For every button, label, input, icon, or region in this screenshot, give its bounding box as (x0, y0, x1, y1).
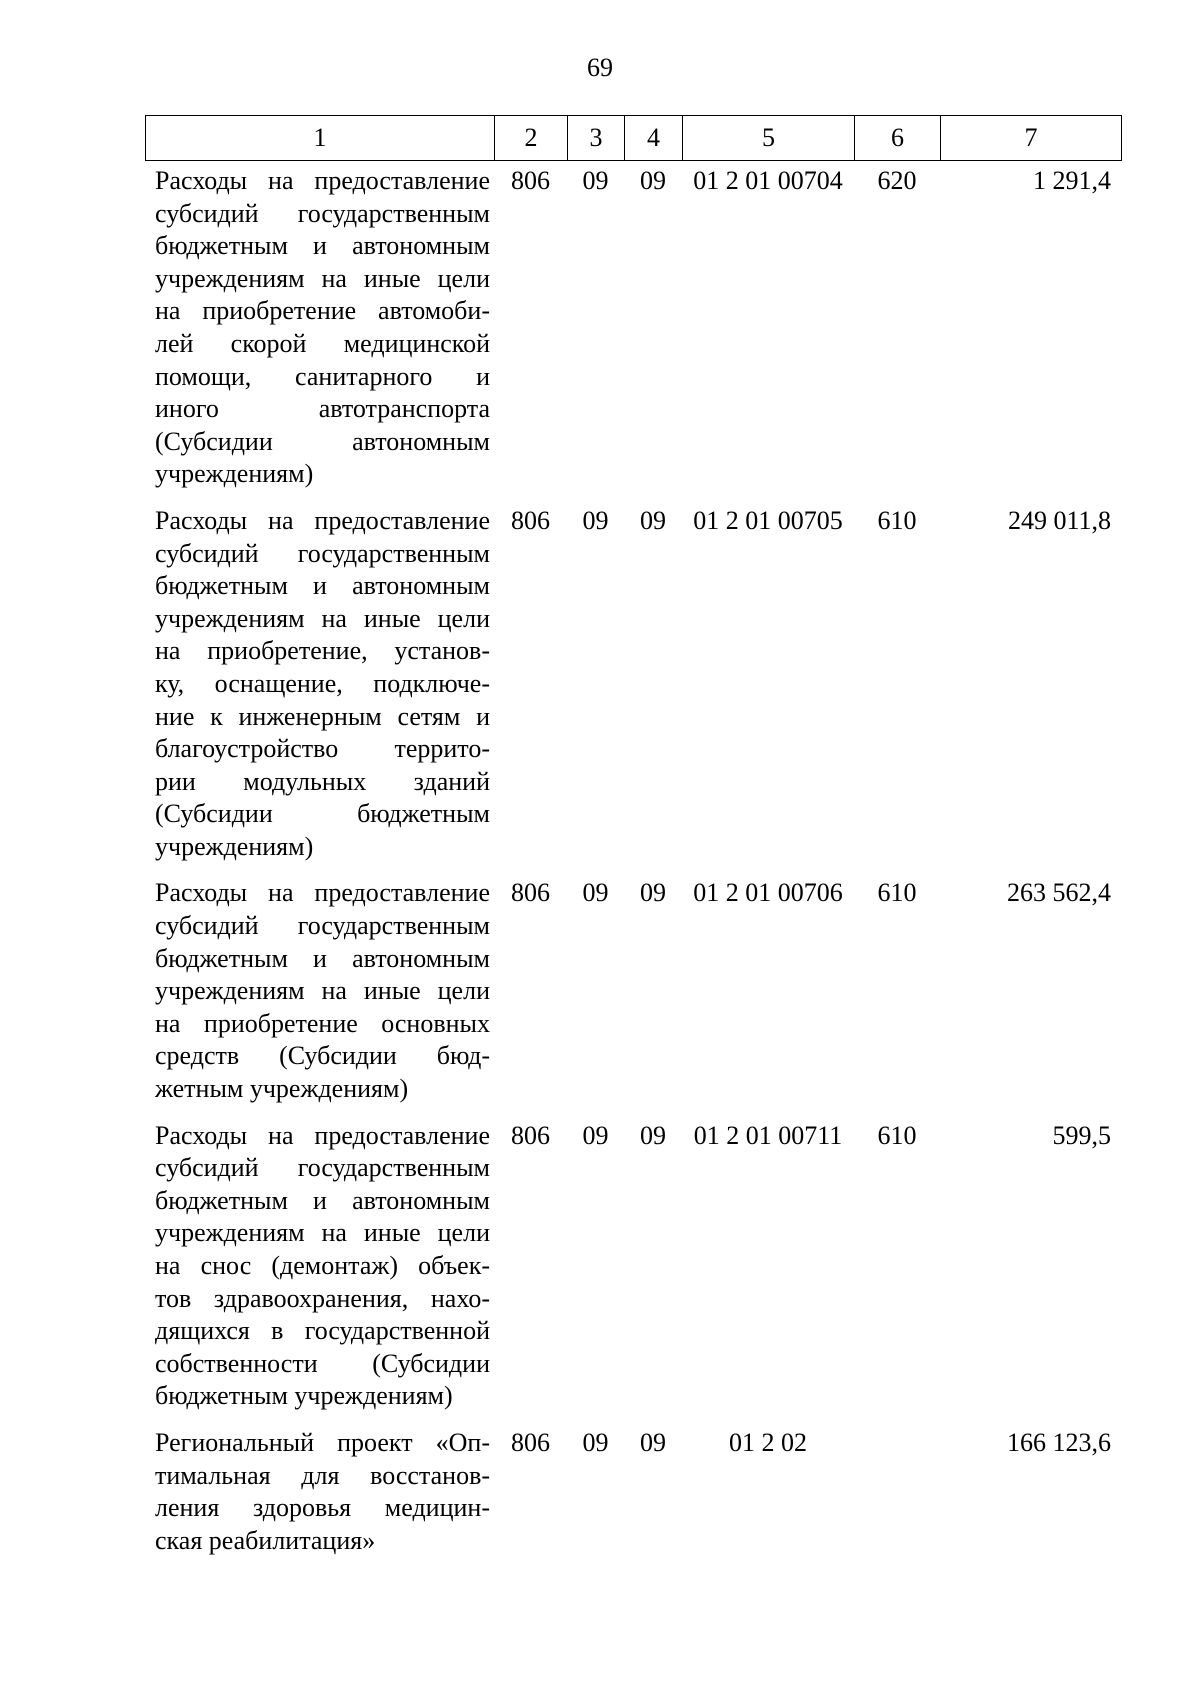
target-article-code: 01 2 01 00704 (693, 166, 843, 195)
amount: 263 562,4 (1007, 878, 1111, 908)
description-line: лей скорой медицинской (155, 328, 490, 358)
description-line: бюджетным и автономным (155, 1185, 490, 1215)
section-code: 09 (582, 166, 609, 195)
department-code: 806 (511, 1120, 550, 1150)
amount: 1 291,4 (1033, 166, 1111, 195)
description-line: бюджетным и автономным (155, 943, 490, 973)
subsection-code: 09 (640, 878, 666, 908)
column-header-4: 4 (625, 116, 683, 161)
description-line: на снос (демонтаж) объек- (155, 1251, 490, 1280)
description-line: ку, оснащение, подключе- (155, 668, 490, 698)
description-line: субсидий государственным (155, 1153, 490, 1183)
description-line: тимальная для восстанов- (155, 1460, 490, 1490)
description-line: учреждениям на иные цели (155, 976, 490, 1006)
table-row (145, 1120, 1121, 1413)
table-header (145, 115, 1122, 161)
table-body (145, 165, 1121, 1571)
expense-type-code: 620 (877, 166, 917, 195)
department-code: 806 (511, 1427, 550, 1457)
row-description (145, 1120, 494, 1413)
description-line: Расходы на предоставление (155, 505, 490, 535)
description-line: помощи, санитарного и (155, 361, 490, 391)
description-line: средств (Субсидии бюд- (155, 1041, 490, 1071)
description-line: на приобретение автомоби- (155, 296, 490, 326)
department-code: 806 (511, 878, 550, 908)
target-article-code: 01 2 02 (729, 1427, 807, 1457)
description-line: собственности (Субсидии (155, 1348, 490, 1378)
description-line: иного автотранспорта (155, 394, 490, 424)
section-code: 09 (582, 878, 609, 908)
description-line: субсидий государственным (155, 198, 490, 228)
target-article-code: 01 2 01 00711 (693, 1120, 843, 1150)
description-line: Расходы на предоставление (155, 166, 490, 195)
description-line: на приобретение, установ- (155, 636, 490, 666)
subsection-code: 09 (640, 1427, 666, 1457)
description-line: Расходы на предоставление (155, 1120, 490, 1150)
description-line: ние к инженерным сетям и (155, 701, 490, 731)
column-header-7: 7 (941, 116, 1122, 161)
row-description (145, 505, 494, 864)
description-line: на приобретение основных (155, 1008, 490, 1038)
target-article-code: 01 2 01 00706 (693, 878, 843, 908)
description-line: Расходы на предоставление (155, 878, 490, 908)
column-header-5: 5 (683, 116, 855, 161)
section-code: 09 (582, 505, 609, 535)
table-row (145, 165, 1121, 491)
section-code: 09 (582, 1427, 609, 1457)
description-line: субсидий государственным (155, 911, 490, 941)
department-code: 806 (511, 166, 550, 195)
page-number: 69 (587, 53, 613, 82)
table-row (145, 1427, 1121, 1557)
row-description (145, 877, 494, 1105)
description-line: (Субсидии автономным (155, 426, 490, 456)
description-line: бюджетным учреждениям) (155, 1381, 453, 1411)
amount: 249 011,8 (1007, 505, 1111, 535)
description-line: бюджетным и автономным (155, 231, 490, 261)
amount: 599,5 (1052, 1120, 1111, 1150)
description-line: учреждениям на иные цели (155, 603, 490, 633)
description-line: субсидий государственным (155, 538, 490, 568)
subsection-code: 09 (640, 166, 666, 195)
table-row (145, 877, 1121, 1105)
expense-type-code: 610 (877, 1120, 917, 1150)
column-header-2: 2 (495, 116, 568, 161)
expense-type-code: 610 (877, 505, 917, 535)
description-line: учреждениям на иные цели (155, 1218, 490, 1248)
description-line: (Субсидии бюджетным (155, 799, 490, 829)
description-line: благоустройство террито- (155, 734, 490, 764)
column-header-1: 1 (146, 116, 495, 161)
department-code: 806 (511, 505, 550, 535)
table-row (145, 505, 1121, 864)
column-header-3: 3 (568, 116, 625, 161)
expense-type-code: 610 (877, 878, 917, 908)
amount: 166 123,6 (1007, 1427, 1111, 1457)
section-code: 09 (582, 1120, 609, 1150)
description-line: тов здравоохранения, нахо- (155, 1283, 490, 1313)
subsection-code: 09 (640, 505, 666, 535)
description-line: жетным учреждениям) (155, 1074, 409, 1104)
target-article-code: 01 2 01 00705 (693, 505, 843, 535)
description-line: учреждениям) (155, 831, 314, 861)
column-header-6: 6 (855, 116, 941, 161)
description-line: дящихся в государственной (155, 1316, 490, 1346)
description-line: ления здоровья медицин- (155, 1493, 490, 1523)
row-description (145, 165, 494, 491)
row-description (145, 1427, 494, 1557)
description-line: учреждениям) (155, 459, 314, 489)
description-line: ская реабилитация» (155, 1525, 376, 1555)
description-line: бюджетным и автономным (155, 571, 490, 601)
description-line: учреждениям на иные цели (155, 263, 490, 293)
description-line: Региональный проект «Оп- (155, 1427, 490, 1457)
subsection-code: 09 (640, 1120, 666, 1150)
description-line: рии модульных зданий (155, 766, 490, 796)
